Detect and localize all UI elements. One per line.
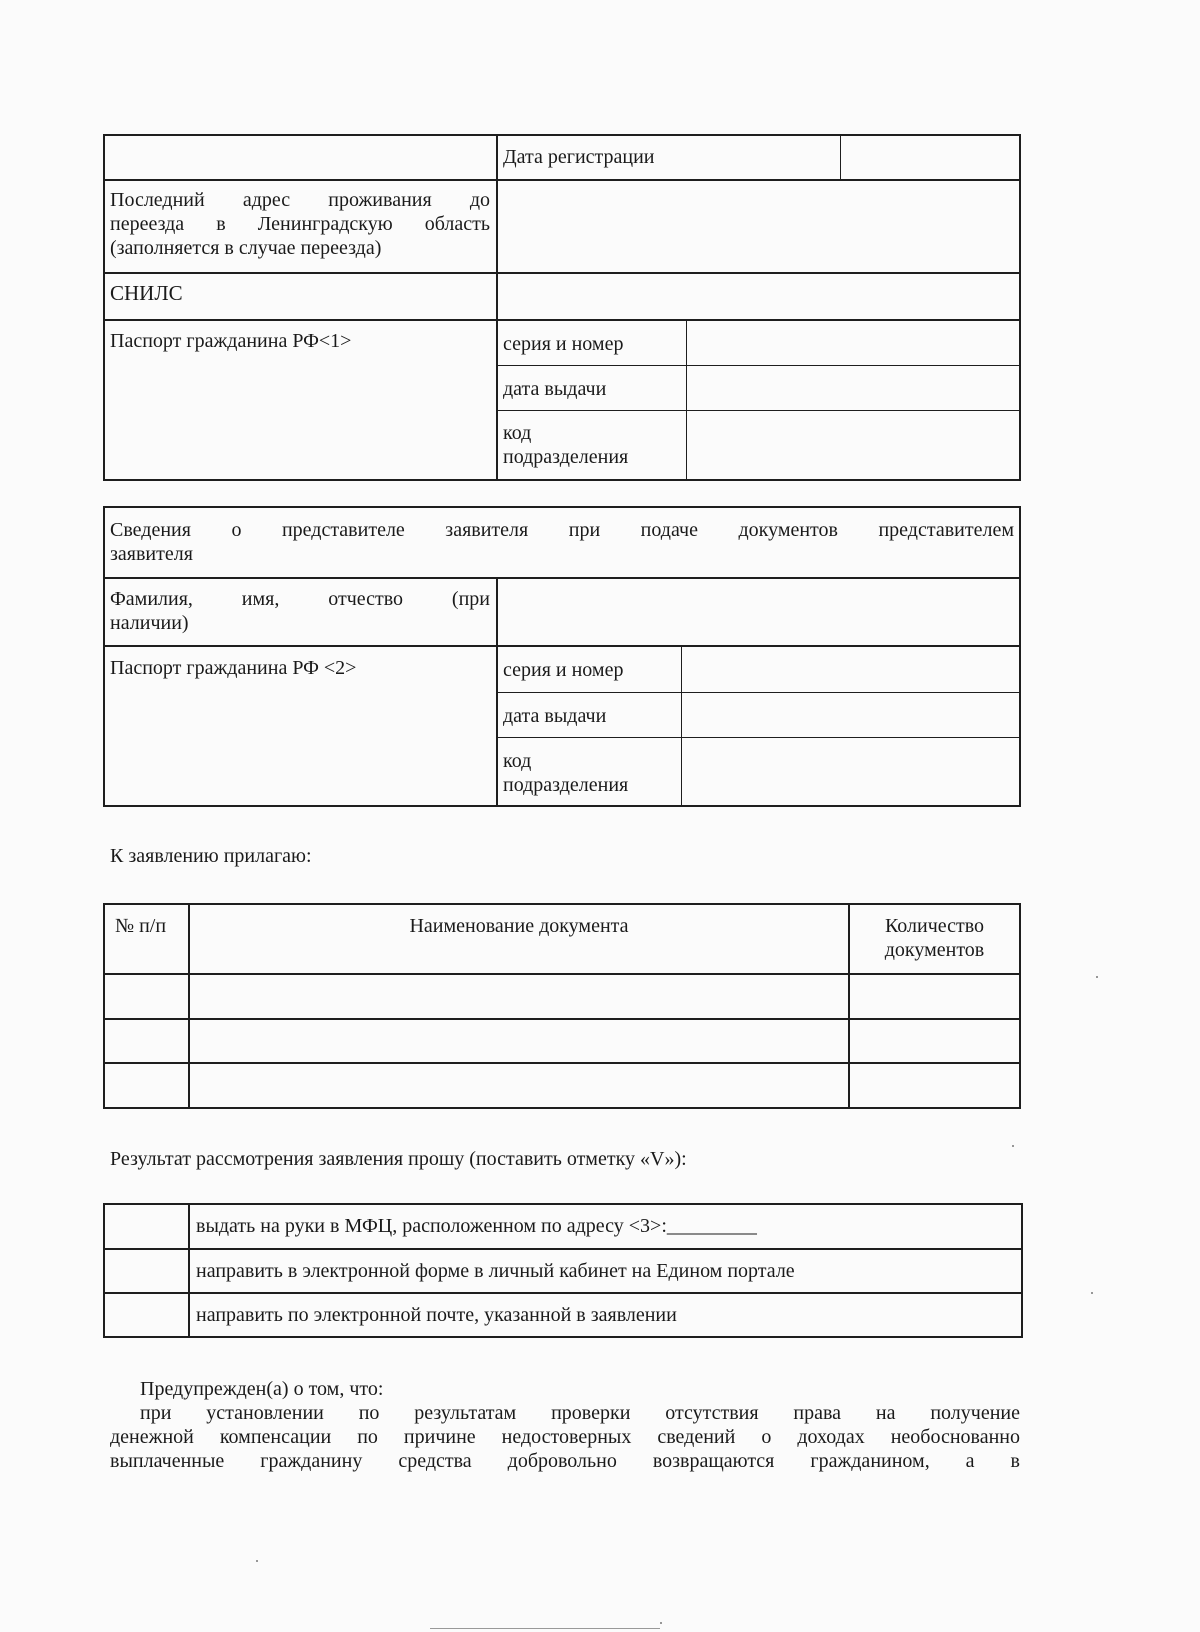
passport-series-field[interactable] bbox=[688, 321, 1018, 365]
warning-line-2: денежной компенсации по причине недостоверных сведений о доходах необоснованно bbox=[110, 1426, 1020, 1448]
row-number-cell[interactable] bbox=[105, 1064, 188, 1107]
result-heading: Результат рассмотрения заявления прошу (поставить отметку «V»): bbox=[110, 1148, 687, 1170]
scan-speck bbox=[1096, 976, 1098, 978]
row-number-cell[interactable] bbox=[105, 1020, 188, 1062]
scan-speck bbox=[256, 1560, 258, 1562]
warning-line-3: выплаченные гражданину средства добровольно возвращаются гражданином, а в bbox=[110, 1450, 1020, 1472]
option-portal-label: направить в электронной форме в личный кабинет на Едином портале bbox=[196, 1260, 795, 1282]
scan-speck bbox=[1012, 1145, 1014, 1147]
warning-title: Предупрежден(а) о том, что: bbox=[140, 1378, 384, 1400]
option-email-label: направить по электронной почте, указанной в заявлении bbox=[196, 1304, 677, 1326]
representative-info-line-2: заявителя bbox=[110, 543, 193, 565]
last-address-line-2: переезда в Ленинградскую область bbox=[110, 213, 490, 235]
division-code-label-line-2: подразделения bbox=[503, 446, 629, 468]
last-address-line-3: (заполняется в случае переезда) bbox=[110, 237, 382, 259]
passport-issue-date-field[interactable] bbox=[688, 366, 1018, 410]
row-number-cell[interactable] bbox=[105, 975, 188, 1018]
scan-edge-line bbox=[430, 1628, 660, 1629]
passport-label: Паспорт гражданина РФ<1> bbox=[110, 330, 352, 352]
scan-speck bbox=[1091, 1292, 1093, 1294]
fio-field[interactable] bbox=[498, 579, 1018, 645]
column-header-count-line-1: Количество bbox=[884, 915, 985, 937]
rep-passport-label: Паспорт гражданина РФ <2> bbox=[110, 657, 357, 679]
rep-passport-issue-date-label: дата выдачи bbox=[503, 705, 607, 727]
fio-label-line-1: Фамилия, имя, отчество (при bbox=[110, 588, 490, 610]
rep-division-code-label-line-1: код bbox=[503, 750, 532, 772]
division-code-label-line-1: код bbox=[503, 422, 532, 444]
rep-passport-issue-date-field[interactable] bbox=[683, 693, 1018, 737]
row-document-name-cell[interactable] bbox=[190, 1064, 848, 1107]
row-document-name-cell[interactable] bbox=[190, 975, 848, 1018]
division-code-field[interactable] bbox=[688, 411, 1018, 479]
column-header-number: № п/п bbox=[115, 915, 167, 937]
row-count-cell[interactable] bbox=[850, 1064, 1019, 1107]
snils-label: СНИЛС bbox=[110, 281, 183, 305]
registration-date-label: Дата регистрации bbox=[503, 146, 655, 168]
scan-speck bbox=[660, 1622, 662, 1624]
rep-division-code-field[interactable] bbox=[683, 738, 1018, 805]
rep-passport-series-field[interactable] bbox=[683, 647, 1018, 692]
last-address-line-1: Последний адрес проживания до bbox=[110, 189, 490, 211]
last-address-field[interactable] bbox=[498, 181, 1018, 272]
registration-date-field[interactable] bbox=[842, 136, 1018, 179]
rep-division-code-label-line-2: подразделения bbox=[503, 774, 629, 796]
option-mfc-label: выдать на руки в МФЦ, расположенном по адресу <3>:_________ bbox=[196, 1215, 757, 1237]
warning-line-1: при установлении по результатам проверки отсутствия права на получение bbox=[140, 1402, 1020, 1424]
option-mfc-checkbox[interactable] bbox=[105, 1205, 188, 1248]
column-header-document-name: Наименование документа bbox=[409, 915, 629, 937]
rep-passport-series-label: серия и номер bbox=[503, 659, 624, 681]
option-portal-checkbox[interactable] bbox=[105, 1250, 188, 1292]
column-header-count-line-2: документов bbox=[884, 939, 985, 961]
fio-label-line-2: наличии) bbox=[110, 612, 189, 634]
attachments-heading: К заявлению прилагаю: bbox=[110, 845, 312, 867]
row-count-cell[interactable] bbox=[850, 1020, 1019, 1062]
snils-field[interactable] bbox=[498, 274, 1018, 319]
passport-series-label: серия и номер bbox=[503, 333, 624, 355]
passport-issue-date-label: дата выдачи bbox=[503, 378, 607, 400]
option-email-checkbox[interactable] bbox=[105, 1294, 188, 1336]
row-count-cell[interactable] bbox=[850, 975, 1019, 1018]
row-document-name-cell[interactable] bbox=[190, 1020, 848, 1062]
representative-info-line-1: Сведения о представителе заявителя при подаче документов представителем bbox=[110, 519, 1014, 541]
